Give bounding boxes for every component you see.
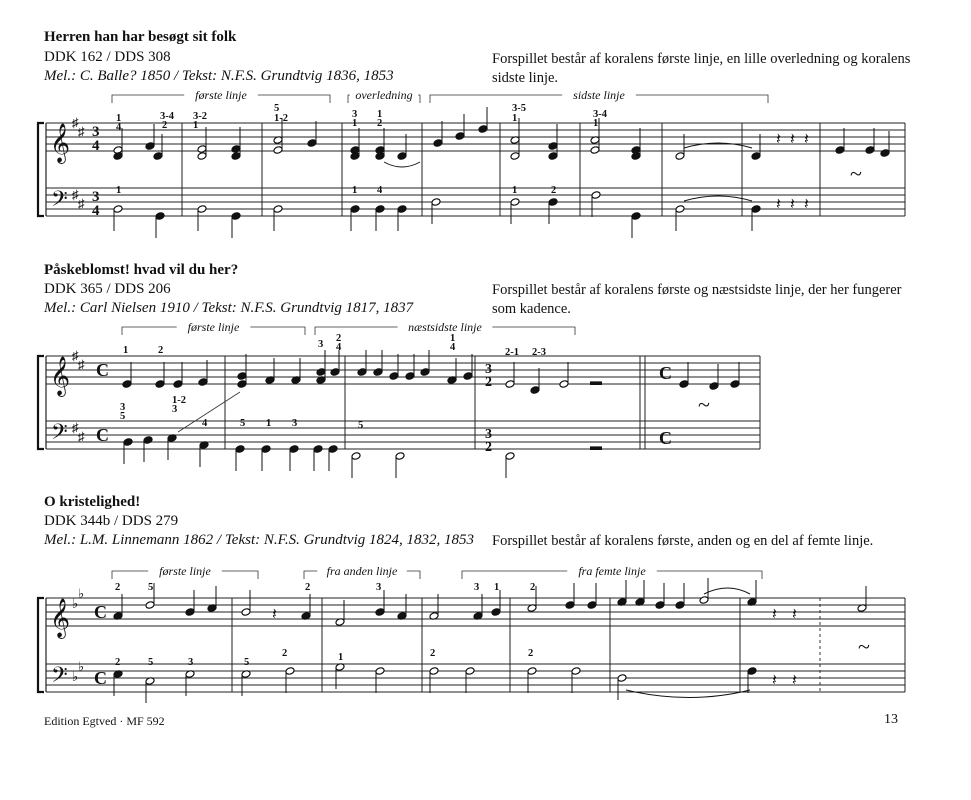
notehead [530,386,540,395]
notehead [123,438,133,447]
notehead [313,445,323,454]
piece-3-desc: Forspillet består af koralens første, anden og en del af femte linje. [492,533,874,549]
label-overledning: overledning [355,88,413,102]
bass-clef-icon: 𝄢 [51,663,68,692]
notehead [307,139,317,148]
time-signature: C [96,360,109,380]
fingering-top: 3-5 [512,103,526,114]
time-signature-top: 3 [92,189,100,205]
notehead [113,152,123,161]
fingering-bottom: 3 [120,402,126,413]
fingering-top: 5 [274,103,280,114]
fingering-bottom: 1 [266,418,272,429]
tie [626,690,750,698]
fingering-bottom: 2 [282,648,288,659]
key-signature: ♯ [72,187,79,202]
notehead [375,152,385,161]
notehead [505,380,515,389]
piece-2-mel: Mel.: Carl Nielsen 1910 / Tekst: N.F.S. Grundtvig 1817, 1837 [44,300,414,316]
notehead [675,152,685,161]
notehead [617,674,627,683]
system-brace [38,598,44,692]
notehead [880,149,890,158]
notehead [730,380,740,389]
voice-leading-line [178,392,240,432]
fingering-bottom: 1 [512,185,518,196]
fingering-top: 2-3 [532,347,546,358]
fingering-bottom: 1 [338,652,344,663]
rest: 𝄽 [776,196,781,213]
system-brace [38,356,44,449]
notehead [273,146,283,155]
rest: 𝄽 [272,606,277,623]
fingering-top: 2 [158,345,164,356]
notehead [865,146,875,155]
fingering-top: 3-4 [160,111,174,122]
notehead [285,667,295,676]
notehead [747,667,757,676]
notehead [389,372,399,381]
notehead [328,445,338,454]
notehead [122,380,132,389]
rest: 𝄽 [772,606,777,623]
notehead [231,152,241,161]
piece-2-desc: Forspillet består af koralens første og næstsidste linje, der her fungerer som kadence. [492,282,902,317]
fingering-top: 3-2 [193,111,207,122]
time-signature-bottom: 2 [485,375,492,390]
notehead [197,152,207,161]
key-signature: ♯ [78,357,85,372]
fingering-bottom: 1 [352,185,358,196]
notehead [145,601,155,610]
time-signature: C [94,668,107,688]
notehead [675,205,685,214]
fingering-top: 3 [318,339,324,350]
rest: 𝄽 [790,196,795,213]
notehead [420,368,430,377]
fingering-bottom: 2 [528,648,534,659]
piece-3-title: O kristelighed! [44,494,141,510]
system-brace [38,123,44,216]
fingering-bottom: 5 [148,657,154,668]
piece-3-mel: Mel.: L.M. Linnemann 1862 / Tekst: N.F.S. Grundtvig 1824, 1832, 1853 [44,532,474,548]
page-number: 13 [884,712,898,727]
notehead [571,667,581,676]
whole-rest: ▬ [590,439,602,453]
label-forste-linje: første linje [159,564,211,578]
notehead [631,212,641,221]
fingering-top: 1 [377,109,383,120]
fingering-top: 3-4 [593,109,607,120]
notehead [289,445,299,454]
fingering-bottom: 1 [116,185,122,196]
fingering-top: 2-1 [505,347,519,358]
notehead [431,198,441,207]
rest: 𝄽 [792,672,797,689]
notehead [397,205,407,214]
notehead [478,125,488,134]
notehead [505,452,515,461]
notehead [433,139,443,148]
fingering-bottom: 3 [172,404,178,415]
label-fra-anden-linje: fra anden linje [326,564,398,578]
time-signature: C [659,363,672,383]
fingering-bottom: 5 [120,411,126,422]
piece-1-title: Herren han har besøgt sit folk [44,29,237,45]
fingering-top: 1 [116,113,122,124]
key-signature: ♭ [72,669,79,684]
fingering-top: 5 [148,582,154,593]
notehead [565,601,575,610]
notehead [350,205,360,214]
time-signature-top: 3 [92,124,100,140]
footer-edition: Edition Egtved · MF 592 [44,714,165,728]
fingering-top: 1 [450,333,456,344]
fingering-bottom: 5 [244,657,250,668]
notehead [231,145,241,154]
key-signature: ♯ [72,348,79,363]
fingering-bottom: 4 [377,185,383,196]
fingering-top: 1 [193,120,199,131]
fingering-top: 1 [352,118,358,129]
notehead [237,372,247,381]
fingering-top: 1 [494,582,500,593]
notehead [751,205,761,214]
fingering-top: 3 [474,582,480,593]
key-signature: ♯ [72,420,79,435]
fingering-bottom: 2 [430,648,436,659]
key-signature: ♭ [78,659,85,674]
notehead [548,152,558,161]
notehead [231,212,241,221]
notehead [155,380,165,389]
fingering-top: 4 [336,342,342,353]
piece-3-ref: DDK 344b / DDS 279 [44,513,179,529]
notehead [655,601,665,610]
fingering-bottom: 4 [202,418,208,429]
notehead [237,380,247,389]
piece-1-desc: Forspillet består af koralens første linje, en lille overledning og koralens sidste linje. [492,51,911,86]
treble-clef-icon: 𝄞 [50,358,71,395]
notehead [173,380,183,389]
notehead [145,142,155,151]
notehead [491,608,501,617]
notehead [591,191,601,200]
notehead [197,145,207,154]
time-signature-top: 3 [485,427,492,442]
label-naestsidste-linje: næstsidste linje [408,320,482,334]
fingering-bottom: 2 [115,657,121,668]
rest: 𝄽 [792,606,797,623]
key-signature: ♭ [78,586,85,601]
notehead [375,205,385,214]
label-forste-linje: første linje [195,88,247,102]
fingering-bottom: 5 [358,420,364,431]
fingering-top: 2 [336,333,342,344]
fingering-top: 1 [512,113,518,124]
fingering-top: 2 [305,582,311,593]
notehead [548,142,558,151]
notehead [375,608,385,617]
rest: 𝄽 [804,131,809,148]
key-signature: ♯ [78,196,85,211]
notehead [330,368,340,377]
notehead [241,608,251,617]
time-signature: C [659,428,672,448]
notehead [699,596,709,605]
time-signature-bottom: 4 [92,138,100,154]
notehead [375,667,385,676]
fingering-top: 2 [162,120,168,131]
fingering-bottom: 2 [551,185,557,196]
notehead [153,152,163,161]
fingering-top: 2 [530,582,536,593]
piece-1-mel: Mel.: C. Balle? 1850 / Tekst: N.F.S. Grundtvig 1836, 1853 [44,68,394,84]
notehead [273,205,283,214]
label-fra-femte-linje: fra femte linje [578,564,646,578]
fingering-top: 2 [377,118,383,129]
fingering-top: 4 [116,122,122,133]
fingering-top: 3 [352,109,358,120]
notehead [510,198,520,207]
notehead [510,152,520,161]
notehead [559,380,569,389]
time-signature-bottom: 4 [92,203,100,219]
notehead [357,368,367,377]
time-signature: C [94,602,107,622]
label-sidste-linje: sidste linje [573,88,625,102]
notehead [679,380,689,389]
notehead [405,372,415,381]
notehead [590,146,600,155]
piece-2-ref: DDK 365 / DDS 206 [44,281,171,297]
notehead [198,378,208,387]
key-signature: ♯ [78,124,85,139]
key-signature: ♭ [72,596,79,611]
notehead [429,667,439,676]
bass-clef-icon: 𝄢 [51,420,68,449]
fingering-bottom: 1-2 [172,395,186,406]
treble-clef-icon: 𝄞 [50,125,71,162]
notehead [675,601,685,610]
notehead [155,212,165,221]
time-signature-bottom: 2 [485,440,492,455]
notehead [709,382,719,391]
notehead [835,146,845,155]
notehead [397,152,407,161]
fingering-bottom: 5 [240,418,246,429]
key-signature: ♯ [72,115,79,130]
fingering-bottom: 3 [188,657,194,668]
piece-2-title: Påskeblomst! hvad vil du her? [44,262,239,278]
piece-1-ref: DDK 162 / DDS 308 [44,49,171,65]
notehead [751,152,761,161]
notehead [235,445,245,454]
rest: 𝄽 [776,131,781,148]
notehead [548,198,558,207]
notehead [350,152,360,161]
notehead [463,372,473,381]
notehead [395,452,405,461]
key-signature: ♯ [78,429,85,444]
notehead [631,152,641,161]
notehead [143,436,153,445]
fingering-top: 1 [123,345,129,356]
whole-rest: ▬ [590,374,602,388]
bass-clef-icon: 𝄢 [51,187,68,216]
fingering-top: 3 [376,582,382,593]
fingering-top: 1-2 [274,113,288,124]
notehead [373,368,383,377]
notehead [527,667,537,676]
notehead [351,452,361,461]
notehead [587,601,597,610]
time-signature: C [96,425,109,445]
fingering-top: 2 [115,582,121,593]
label-forste-linje: første linje [187,320,240,334]
notehead [113,205,123,214]
rest: 𝄽 [790,131,795,148]
mordent-sign: ~ [850,161,862,186]
notehead [197,205,207,214]
fingering-bottom: 3 [292,418,298,429]
tie [704,588,750,594]
notehead [465,667,475,676]
rest: 𝄽 [804,196,809,213]
mordent-sign: ~ [698,392,710,417]
notehead [455,132,465,141]
fingering-top: 4 [450,342,456,353]
mordent-sign: ~ [858,634,870,659]
tie [384,162,420,167]
time-signature-top: 3 [485,362,492,377]
fingering-top: 1 [593,118,599,129]
notehead [316,368,326,377]
rest: 𝄽 [772,672,777,689]
notehead [185,608,195,617]
treble-clef-icon: 𝄞 [50,600,71,637]
notehead [261,445,271,454]
